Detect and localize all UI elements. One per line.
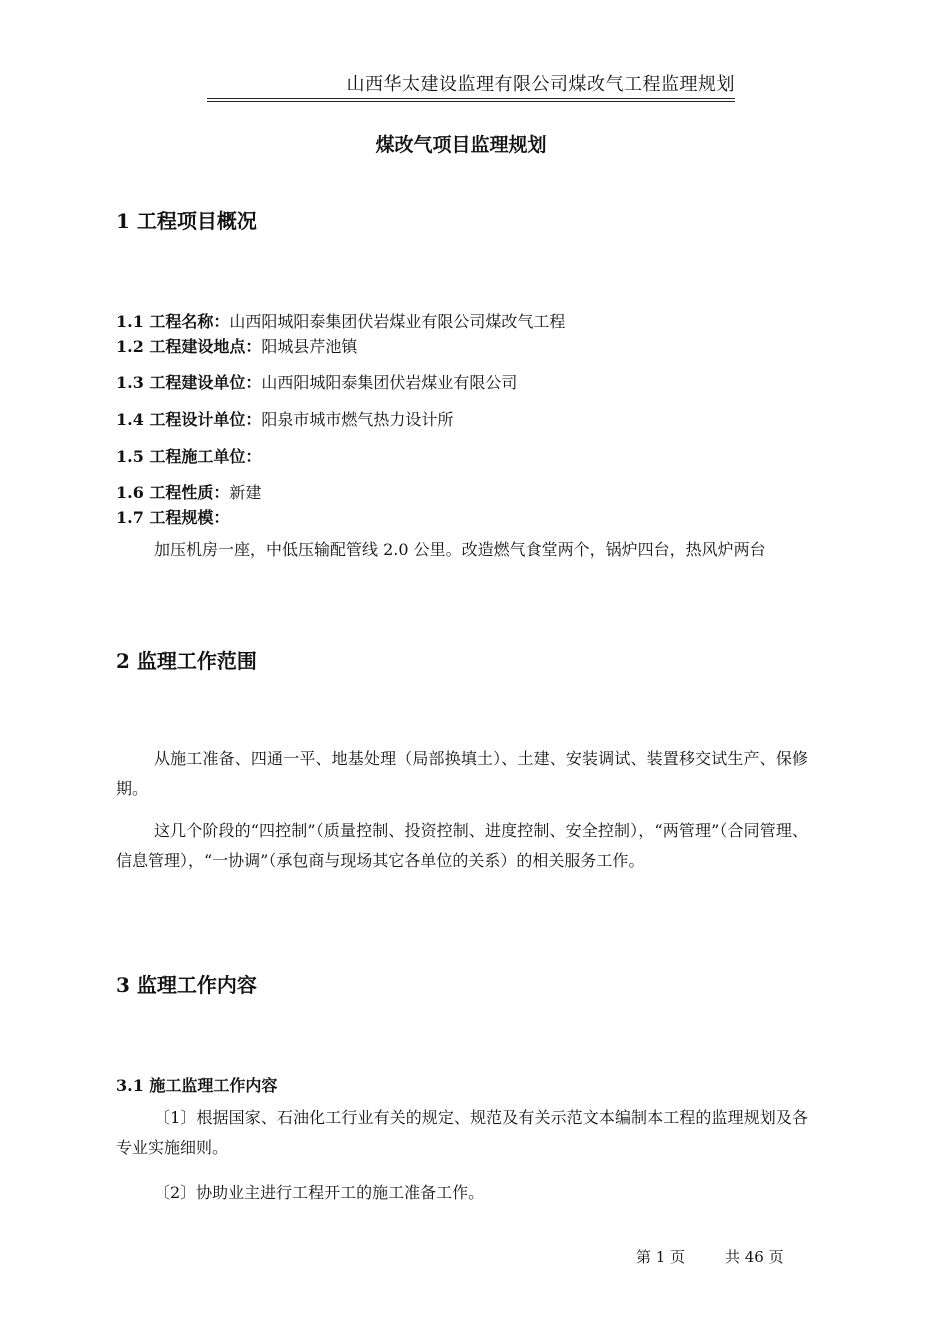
field-location — [116, 334, 357, 357]
section-3-heading: 3 监理工作内容 — [116, 973, 257, 997]
field-project-name — [116, 309, 565, 332]
field-value: 新建 — [229, 483, 262, 502]
field-value: 阳泉市城市燃气热力设计所 — [261, 410, 454, 429]
field-scale — [116, 505, 229, 528]
field-value: 山西阳城阳泰集团伏岩煤业有限公司 — [261, 373, 518, 392]
field-designer — [116, 407, 453, 430]
field-label: 1.1 工程名称： — [116, 312, 230, 331]
field-value: 阳城县芹池镇 — [261, 337, 358, 356]
content-paragraph: 〔1〕根据国家、石油化工行业有关的规定、规范及有关示范文本编制本工程的监理规划及各专业实施细则。 — [116, 1108, 808, 1157]
field-label: 1.4 工程设计单位： — [116, 410, 262, 429]
scale-paragraph: 加压机房一座，中低压输配管线 2.0 公里。改造燃气食堂两个，锅炉四台，热风炉两台 — [154, 540, 766, 559]
field-label: 1.5 工程施工单位： — [116, 447, 262, 466]
field-owner — [116, 370, 517, 393]
field-nature — [116, 480, 261, 503]
document-title: 煤改气项目监理规划 — [375, 134, 547, 156]
section-1-heading: 1 工程项目概况 — [116, 209, 257, 233]
running-header: 山西华太建设监理有限公司煤改气工程监理规划 — [207, 70, 735, 99]
field-contractor — [116, 444, 261, 467]
field-label: 1.6 工程性质： — [116, 483, 230, 502]
content-paragraph: 〔2〕协助业主进行工程开工的施工准备工作。 — [154, 1183, 485, 1202]
scope-paragraph: 从施工准备、四通一平、地基处理（局部换填土）、土建、安装调试、装置移交试生产、保修期。 — [116, 749, 808, 798]
section-2-heading: 2 监理工作范围 — [116, 649, 257, 673]
page-number: 第 1 页 — [636, 1248, 686, 1266]
field-value: 山西阳城阳泰集团伏岩煤业有限公司煤改气工程 — [229, 312, 566, 331]
field-label: 1.2 工程建设地点： — [116, 337, 262, 356]
page-total: 共 46 页 — [725, 1248, 784, 1266]
subsection-3-1-heading: 3.1 施工监理工作内容 — [116, 1076, 278, 1095]
scope-paragraph: 这几个阶段的“四控制”（质量控制、投资控制、进度控制、安全控制），“两管理”（合同管理、信息管理），“一协调”（承包商与现场其它各单位的关系）的相关服务工作。 — [116, 821, 808, 870]
field-label: 1.3 工程建设单位： — [116, 373, 262, 392]
field-label: 1.7 工程规模： — [116, 508, 230, 527]
